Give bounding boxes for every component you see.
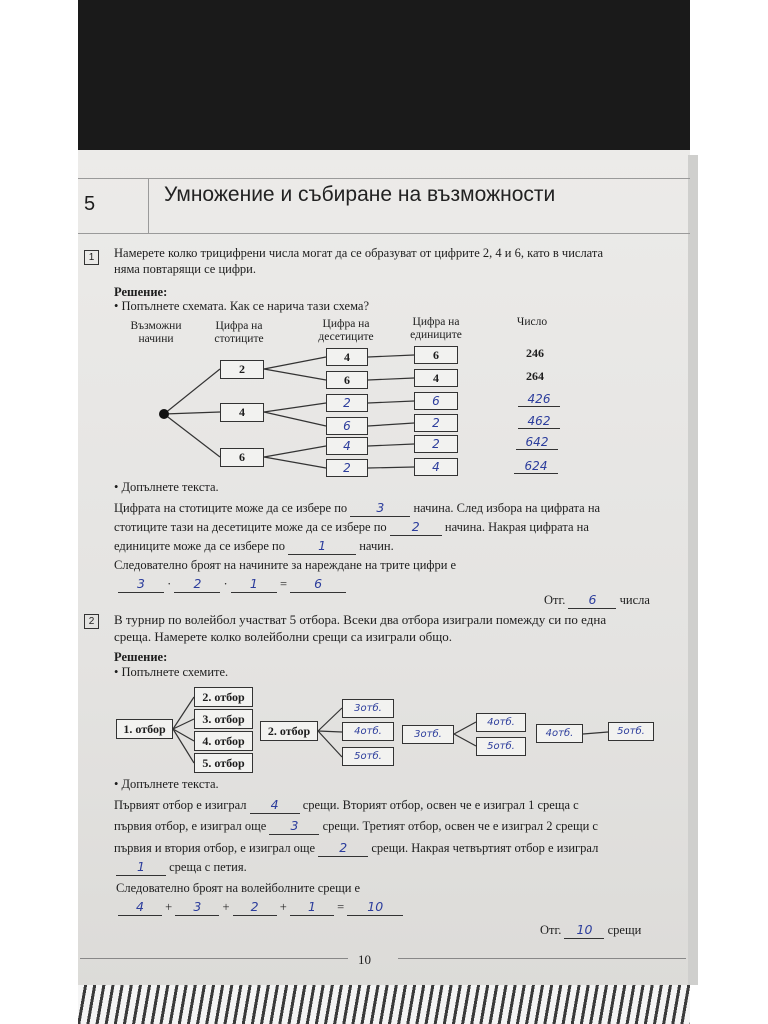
text-segment: начина. След избора на цифрата на	[413, 501, 601, 515]
text-segment: Цифрата на стотиците може да се избере по	[114, 501, 348, 515]
team-1-box: 1. отбор	[116, 719, 173, 739]
answer-label: Отг.	[540, 923, 562, 937]
task-1-paragraph-line-1	[114, 500, 600, 517]
tens-box-4: 6	[326, 417, 368, 435]
eq-operator: +	[279, 900, 287, 914]
eq-result: 6	[290, 576, 346, 593]
answer-unit: числа	[619, 593, 650, 607]
team-1-opponent-1: 2. отбор	[194, 687, 253, 707]
eq-operator: ·	[223, 577, 228, 591]
text-segment: стотиците тази на десетиците може да се избере по	[114, 520, 387, 534]
header-number: Число	[516, 316, 548, 328]
task-1-text-line-1: Намерете колко трицифрени числа могат да се образуват от цифрите 2, 4 и 6, като в числата	[114, 246, 604, 260]
chapter-title: Умножение и събиране на възможности	[164, 183, 556, 206]
text-segment: начина. Накрая цифрата на	[444, 520, 589, 534]
task-1-number: 1	[84, 250, 99, 265]
task-1-equation	[118, 576, 346, 593]
text-segment: срещи. Накрая четвъртият отбор е изиграл	[371, 841, 599, 855]
team-3-opponent-2: 5отб.	[476, 737, 526, 756]
task-2-text-line-2: среща. Намерете колко волейболни срещи са изиграли общо.	[114, 629, 453, 644]
answer-label: Отг.	[544, 593, 566, 607]
task-2-paragraph-line-3	[114, 840, 598, 857]
eq-equals: =	[279, 577, 288, 591]
header-units: Цифра на единиците	[410, 316, 462, 341]
task-2-instruction-1: • Попълнете схемите.	[114, 665, 229, 679]
task-1-paragraph-line-4: Следователно броят на начините за нареждане на трите цифри е	[114, 558, 457, 572]
eq-factor-1: 3	[118, 576, 164, 593]
task-1-paragraph-line-3	[114, 538, 394, 555]
page-number: 10	[358, 952, 371, 967]
eq-operator: ·	[167, 577, 172, 591]
units-box-1: 6	[414, 346, 458, 364]
eq-factor-2: 2	[174, 576, 220, 593]
answer-blank-1: 4	[250, 797, 300, 814]
footer-rule-left	[80, 958, 348, 959]
team-2-opponent-3: 5отб.	[342, 747, 394, 766]
eq-operator: +	[165, 900, 173, 914]
text-segment: Първият отбор е изиграл	[114, 798, 247, 812]
tens-box-5: 4	[326, 437, 368, 455]
chapter-number: 5	[84, 193, 96, 215]
answer-blank-3: 2	[318, 840, 368, 857]
team-2-opponent-2: 4отб.	[342, 722, 394, 741]
task-2-paragraph-line-2	[114, 818, 598, 835]
eq-term-4: 1	[290, 899, 334, 916]
answer-blank-1: 3	[350, 500, 410, 517]
text-segment: срещи. Вторият отбор, освен че е изиграл 1 среща с	[302, 798, 579, 812]
eq-equals: =	[337, 900, 345, 914]
hundreds-box-3: 6	[220, 448, 264, 467]
header-tens: Цифра на десетиците	[318, 318, 374, 343]
task-2-paragraph-line-4	[116, 859, 247, 876]
hundreds-box-1: 2	[220, 360, 264, 379]
eq-operator: +	[222, 900, 230, 914]
task-1-paragraph-line-2	[114, 519, 589, 536]
team-2-box: 2. отбор	[260, 721, 318, 741]
task-1-instruction-2: • Допълнете текста.	[114, 480, 219, 494]
tens-box-6: 2	[326, 459, 368, 477]
text-segment: начин.	[359, 539, 394, 553]
number-4: 462	[518, 414, 560, 429]
units-box-3: 6	[414, 392, 458, 410]
answer-value: 6	[568, 592, 616, 609]
number-3: 426	[518, 392, 560, 407]
team-4-opponent-1: 5отб.	[608, 722, 654, 741]
units-box-6: 4	[414, 458, 458, 476]
team-1-opponent-2: 3. отбор	[194, 709, 253, 729]
text-segment: срещи. Третият отбор, освен че е изиграл 2 срещи с	[322, 819, 598, 833]
task-2-instruction-2: • Допълнете текста.	[114, 777, 219, 791]
answer-blank-2: 3	[269, 818, 319, 835]
text-segment: първия и втория отбор, е изиграл още	[114, 841, 316, 855]
hundreds-box-2: 4	[220, 403, 264, 422]
team-4-box: 4отб.	[536, 724, 583, 743]
task-1-answer	[544, 592, 650, 609]
answer-blank-4: 1	[116, 859, 166, 876]
task-1-instruction-1: • Попълнете схемата. Как се нарича тази схема?	[114, 299, 370, 313]
text-segment: първия отбор, е изиграл още	[114, 819, 267, 833]
task-2-equation	[118, 899, 403, 916]
units-box-2: 4	[414, 369, 458, 387]
tens-box-2: 6	[326, 371, 368, 389]
task-2-paragraph-line-5: Следователно броят на волейболните срещи е	[116, 881, 361, 895]
answer-value: 10	[564, 922, 604, 939]
team-1-opponent-3: 4. отбор	[194, 731, 253, 751]
tens-box-1: 4	[326, 348, 368, 366]
number-6: 624	[514, 459, 558, 474]
number-1: 246	[526, 346, 544, 360]
text-segment: среща с петия.	[169, 860, 247, 874]
task-2-number: 2	[84, 614, 99, 629]
eq-factor-3: 1	[231, 576, 277, 593]
footer-rule-right	[398, 958, 686, 959]
number-5: 642	[516, 435, 558, 450]
task-2-answer	[540, 922, 641, 939]
answer-blank-2: 2	[390, 519, 442, 536]
answer-unit: срещи	[607, 923, 642, 937]
task-1-text-line-2: няма повтарящи се цифри.	[114, 262, 256, 276]
team-3-opponent-1: 4отб.	[476, 713, 526, 732]
eq-result: 10	[347, 899, 403, 916]
team-2-opponent-1: 3отб.	[342, 699, 394, 718]
tens-box-3: 2	[326, 394, 368, 412]
number-2: 264	[526, 369, 544, 383]
team-1-opponent-4: 5. отбор	[194, 753, 253, 773]
task-2-text-line-1: В турнир по волейбол участват 5 отбора. Всеки два отбора изиграли помежду си по една	[114, 612, 607, 627]
task-2-solution-label: Решение:	[114, 650, 168, 664]
answer-blank-3: 1	[288, 538, 356, 555]
header-hundreds: Цифра на стотиците	[214, 320, 264, 345]
units-box-5: 2	[414, 435, 458, 453]
eq-term-1: 4	[118, 899, 162, 916]
task-2-paragraph-line-1	[114, 797, 579, 814]
eq-term-2: 3	[175, 899, 219, 916]
eq-term-3: 2	[233, 899, 277, 916]
task-1-solution-label: Решение:	[114, 285, 168, 299]
header-ways: Възможни начини	[130, 320, 182, 345]
team-3-box: 3отб.	[402, 725, 454, 744]
units-box-4: 2	[414, 414, 458, 432]
text-segment: единиците може да се избере по	[114, 539, 285, 553]
